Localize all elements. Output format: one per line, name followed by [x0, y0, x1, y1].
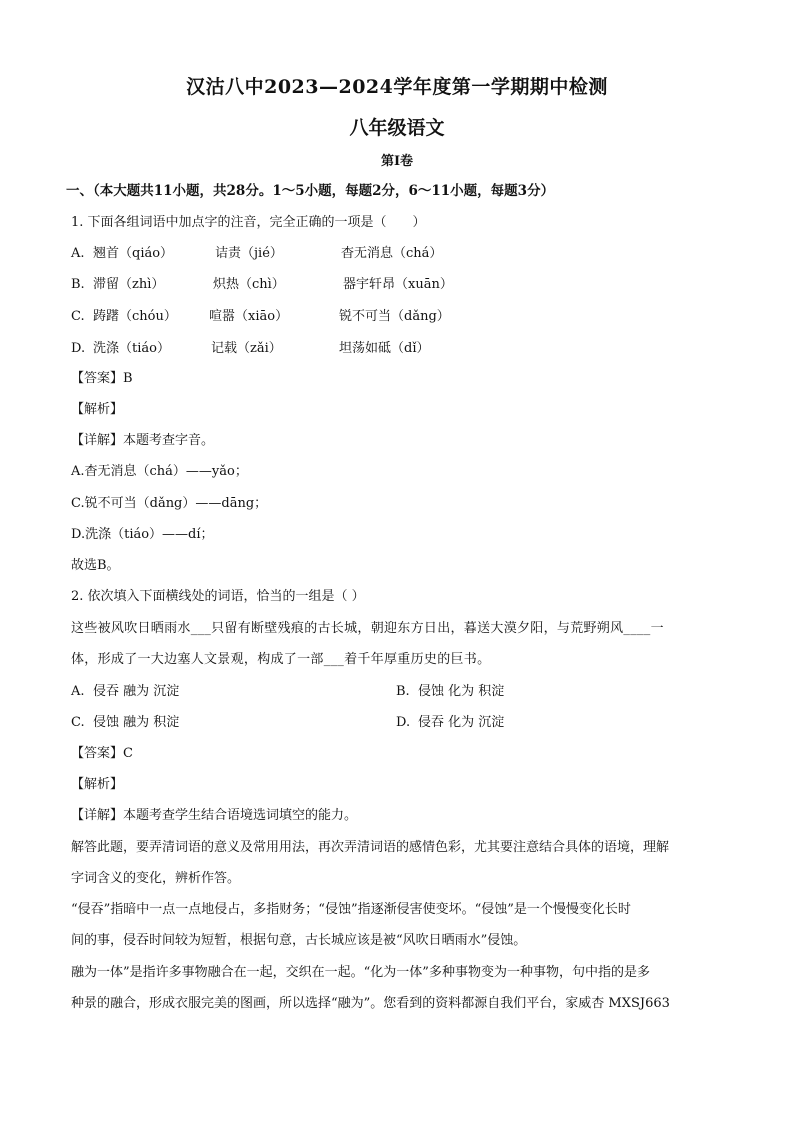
- option-word: 喧嚣（xiāo）: [209, 309, 289, 324]
- question-1-stem: 1. 下面各组词语中加点字的注音，完全正确的一项是（ ）: [71, 215, 426, 230]
- paragraph-line: 融为一体”是指许多事物融合在一起，交织在一起。“化为一体”多种事物变为一种事物，句中指的是多: [71, 965, 650, 980]
- answer-1: 【答案】B: [71, 371, 133, 386]
- option-label: A.: [71, 684, 85, 699]
- option-word: 炽热（chì）: [213, 277, 285, 292]
- question-2-stem: 2. 依次填入下面横线处的词语，恰当的一组是（ ）: [71, 589, 365, 604]
- option-word: 杳无消息（chá）: [341, 246, 443, 261]
- option-label: D.: [71, 341, 86, 356]
- option-label: C.: [71, 309, 85, 324]
- paragraph-line: 种景的融合，形成衣服完美的图画，所以选择“融为”。您看到的资料都源自我们平台，家威杏 MXSJ663: [71, 996, 670, 1011]
- paragraph-line: 解答此题，要弄清词语的意义及常用用法，再次弄清词语的感情色彩，尤其要注意结合具体的语境，理解: [71, 840, 670, 855]
- option-label: D.: [396, 715, 411, 730]
- explanation-line: D.洗涤（tiáo）——dí；: [71, 527, 214, 542]
- question-2-passage: 这些被风吹日晒雨水___只留有断壁残痕的古长城，朝迎东方日出，暮送大漠夕阳，与荒野朔风____一: [71, 621, 664, 636]
- option-word: 滞留（zhì）: [93, 277, 165, 292]
- option-word: 翘首（qiáo）: [93, 246, 174, 261]
- detail-1: 【详解】本题考查字音。: [71, 433, 215, 448]
- explanation-line: C.锐不可当（dǎng）——dāng；: [71, 496, 268, 511]
- option-word: 器宇轩昂（xuān）: [343, 277, 453, 292]
- option-word: 洗涤（tiáo）: [93, 341, 170, 356]
- option-label: B.: [396, 684, 410, 699]
- option-word: 坦荡如砥（dǐ）: [339, 341, 430, 356]
- detail-2: 【详解】本题考查学生结合语境选词填空的能力。: [71, 808, 358, 823]
- paragraph-line: “侵吞”指暗中一点一点地侵占，多指财务；“侵蚀”指逐渐侵害使变坏。“侵蚀”是一个慢慢变化长时: [71, 902, 631, 917]
- exam-title: 汉沽八中2023—2024学年度第一学期期中检测: [186, 76, 608, 98]
- volume-label: 第Ⅰ卷: [380, 154, 414, 169]
- option-text: 侵蚀 化为 积淀: [418, 684, 505, 699]
- option-word: 踌躇（chóu）: [93, 309, 177, 324]
- section-heading: 一、（本大题共11小题，共28分。1～5小题，每题2分，6～11小题，每题3分）: [66, 183, 555, 199]
- option-text: 侵蚀 融为 积淀: [93, 715, 180, 730]
- explanation-line: 故选B。: [71, 558, 120, 573]
- analysis-2: 【解析】: [71, 777, 124, 792]
- exam-subtitle: 八年级语文: [349, 117, 445, 139]
- option-label: B.: [71, 277, 85, 292]
- paragraph-line: 间的事，侵吞时间较为短暂，根据句意，古长城应该是被“风吹日晒雨水”侵蚀。: [71, 933, 527, 948]
- option-text: 侵吞 化为 沉淀: [418, 715, 505, 730]
- option-label: A.: [71, 246, 85, 261]
- answer-2: 【答案】C: [71, 746, 133, 761]
- question-2-passage: 体，形成了一大边塞人文景观，构成了一部___着千年厚重历史的巨书。: [71, 652, 491, 667]
- option-word: 锐不可当（dǎng）: [339, 309, 450, 324]
- analysis-1: 【解析】: [71, 402, 124, 417]
- option-word: 诘责（jié）: [215, 246, 283, 261]
- explanation-line: A.杳无消息（chá）——yǎo；: [71, 464, 248, 479]
- option-word: 记载（zǎi）: [211, 341, 282, 356]
- option-text: 侵吞 融为 沉淀: [93, 684, 180, 699]
- option-label: C.: [71, 715, 85, 730]
- paragraph-line: 字词含义的变化，辨析作答。: [71, 871, 241, 886]
